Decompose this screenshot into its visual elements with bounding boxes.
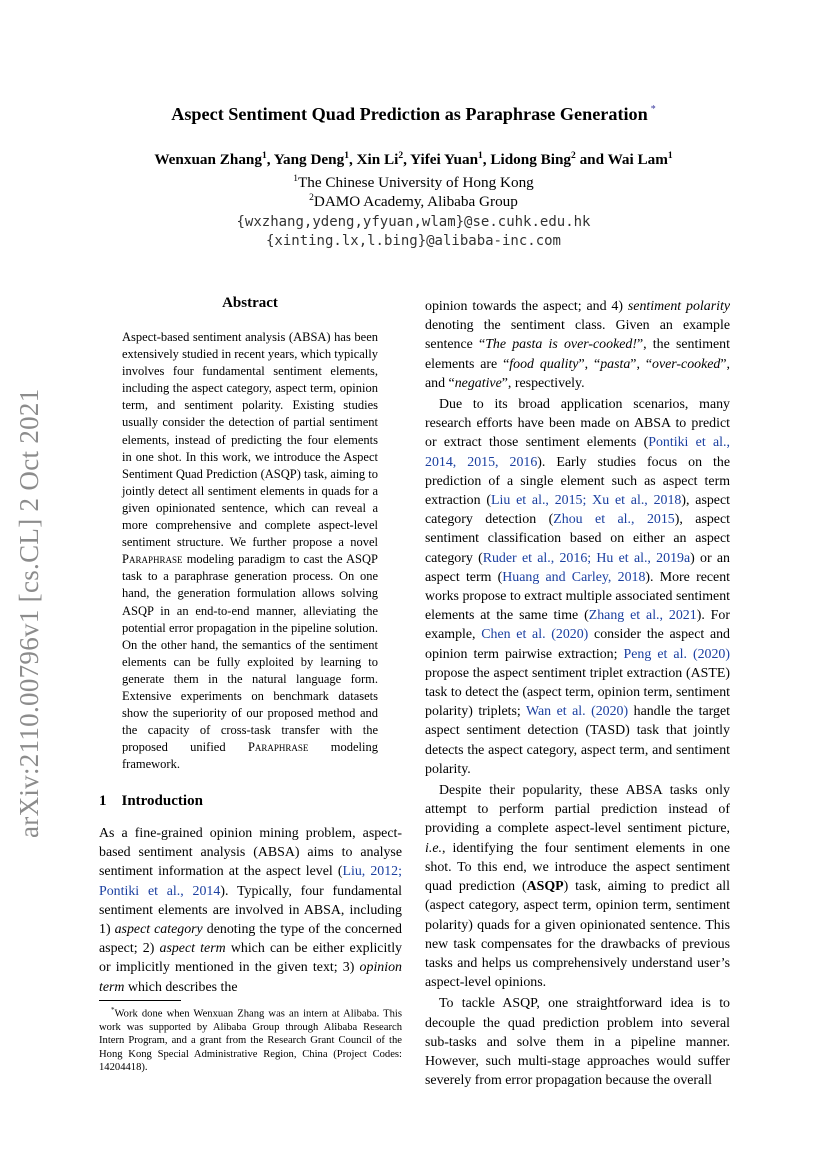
author-name: Wenxuan Zhang — [154, 151, 262, 168]
affiliation-2-text: DAMO Academy, Alibaba Group — [313, 193, 518, 210]
emphasis: aspect term — [159, 941, 226, 957]
intro-right-column — [425, 297, 730, 1090]
section-heading — [99, 793, 203, 810]
citation-link[interactable]: Liu, 2012; Pontiki et al., 2014 — [99, 864, 402, 899]
emphasis: food quality — [509, 356, 579, 372]
emphasis: i.e. — [425, 840, 442, 856]
citation-link[interactable]: Chen et al. (2020) — [481, 627, 589, 643]
method-name: Paraphrase — [247, 740, 309, 755]
paper-title — [0, 104, 827, 125]
footnote-rule — [99, 1000, 181, 1001]
abstract-body: Aspect-based sentiment analysis (ABSA) has been extensively studied in recent years, which typically involves four fundamental sentiment elements, including the aspect category, aspect term, opinion term, and sentiment polarity. Existing studies usually consider the detection of partial sentiment elements, instead of predicting the four elements in one shot. In this work, we introduce the Aspect Sentiment Quad Prediction (ASQP) task, aiming to jointly detect all sentiment elements in quads for a given opinionated sentence, which can reveal a more comprehensive and complete aspect-level sentiment structure. We further propose a novel Paraphrase modeling paradigm to cast the ASQP task to a paraphrase generation process. On one hand, the generation formulation allows solving ASQP in an end-to-end manner, alleviating the potential error propagation in the pipeline solution. On the other hand, the semantics of the sentiment elements can be fully exploited by learning to generate them in the natural language form. Extensive experiments on benchmark datasets show the superiority of our proposed method and the capacity of cross-task transfer with the proposed unified Paraphrase modeling framework. — [122, 330, 378, 772]
author-name: Yang Deng — [273, 151, 345, 168]
title-text: Aspect Sentiment Quad Prediction as Paraphrase Generation — [171, 104, 648, 124]
citation-link[interactable]: Zhang et al., 2021 — [588, 608, 697, 624]
affiliation-2 — [0, 193, 827, 211]
author-affiliation-mark: 2 — [571, 151, 576, 161]
title-footnote-mark[interactable]: * — [650, 104, 656, 115]
intro-paragraph: Despite their popularity, these ABSA tasks only attempt to perform partial prediction instead of providing a complete aspect-level sentiment picture, i.e., identifying the four sentiment elements in one shot. To this end, we introduce the aspect sentiment quad prediction (ASQP) task, aiming to predict all (aspect category, aspect term, opinion term, sentiment polarity) quads for a given opinionated sentence. This new task compensates for the drawbacks of previous tasks and helps us comprehensively understand user’s aspect-level opinions. — [425, 783, 731, 991]
author-list: Wenxuan Zhang$^1$, Yang Deng$^1$, Xin Li$^2$, Yifei Yuan$^1$, Lidong Bing$^2$ and Wai Lam$^1$ — [154, 151, 673, 168]
emphasis: sentiment polarity — [627, 299, 730, 314]
author-affiliation-mark: 1 — [478, 151, 483, 161]
intro-paragraph: opinion towards the aspect; and 4) sentiment polarity denoting the sentiment class. Given an example sentence “The pasta is over-cooked!”, the sentiment elements are “food quality”, “pasta”, “over-cooked”, and “negative”, respectively. — [425, 299, 731, 391]
abstract-heading: Abstract — [222, 295, 278, 311]
emphasis: over-cooked — [652, 356, 721, 372]
author-affiliation-mark: 1 — [667, 151, 673, 161]
emphasis: aspect category — [114, 922, 203, 938]
author-name: Xin Li — [356, 151, 399, 168]
intro-paragraph: As a fine-grained opinion mining problem, aspect-based sentiment analysis (ABSA) aims to analyse sentiment information at the aspect level (Liu, 2012; Pontiki et al., 2014). Typically, four fundamental sentiment elements are involved in ABSA, including 1) aspect category denoting the type of the concerned aspect; 2) aspect term which can be either explicitly or implicitly mentioned in the given text; 3) opinion term which describes the — [99, 826, 403, 995]
affiliation-2-mark: 2 — [309, 193, 314, 203]
footnote-mark: * — [111, 1006, 115, 1014]
email-line-2: {xinting.lx,l.bing}@alibaba-inc.com — [265, 233, 561, 249]
author-affiliation-mark: 2 — [398, 151, 404, 161]
emphasis: The pasta is over-cooked! — [485, 337, 637, 353]
citation-link[interactable]: Liu et al., 2015; Xu et al., 2018 — [490, 493, 682, 509]
author-affiliation-mark: 1 — [344, 151, 349, 161]
affiliation-1-text: The Chinese University of Hong Kong — [297, 174, 534, 191]
author-name: Wai Lam — [607, 151, 668, 168]
section-title: Introduction — [121, 793, 203, 809]
email-line-1: {wxzhang,ydeng,yfyuan,wlam}@se.cuhk.edu.hk — [236, 214, 591, 230]
emphasis: pasta — [600, 356, 631, 372]
method-name: Paraphrase — [122, 552, 183, 567]
citation-link[interactable]: Zhou et al., 2015 — [553, 512, 675, 528]
task-name: ASQP — [526, 879, 564, 895]
citation-link[interactable]: Huang and Carley, 2018 — [502, 569, 646, 585]
citation-link[interactable]: Ruder et al., 2016; Hu et al., 2019a — [482, 550, 691, 566]
citation-link[interactable]: Wan et al. (2020) — [526, 704, 629, 720]
citation-link[interactable]: Peng et al. (2020) — [623, 646, 730, 662]
intro-paragraph: Due to its broad application scenarios, many research efforts have been made on ABSA to predict or extract those sentiment elements (Pontiki et al., 2014, 2015, 2016). Early studies focus on the prediction of a single element such as aspect term extraction (Liu et al., 2015; Xu et al., 2018), aspect category detection (Zhou et al., 2015), aspect sentiment classification based on either an aspect category (Ruder et al., 2016; Hu et al., 2019a) or an aspect term (Huang and Carley, 2018). More recent works propose to extract multiple associated sentiment elements at the same time (Zhang et al., 2021). For example, Chen et al. (2020) consider the aspect and opinion term pairwise extraction; Peng et al. (2020) propose the aspect sentiment triplet extraction (ASTE) task to detect the (aspect term, opinion term, sentiment polarity) triplets; Wan et al. (2020) handle the target aspect sentiment detection (TASD) task that jointly detects the aspect category, aspect term, and sentiment polarity. — [425, 397, 731, 777]
intro-paragraph: To tackle ASQP, one straightforward idea is to decouple the quad prediction problem into several sub-tasks and solve them in a pipeline manner. However, such multi-stage approaches would suffer severely from error propagation because the overall — [425, 996, 730, 1089]
citation-link[interactable]: Pontiki et al., 2014, 2015, 2016 — [425, 435, 730, 470]
footnote-text: Work done when Wenxuan Zhang was an intern at Alibaba. This work was supported by Alibaba Group through Alibaba Research Intern Program, and a grant from the Research Grant Council of the Hong Kong Special Administrative Region, China (Project Codes: 14204418). — [99, 1008, 402, 1074]
affiliation-1-mark: 1 — [293, 174, 298, 184]
affiliation-1 — [0, 174, 827, 192]
emphasis: opinion term — [99, 960, 402, 995]
author-affiliation-mark: 1 — [261, 151, 267, 161]
author-name: Yifei Yuan — [410, 151, 479, 168]
intro-left-column — [99, 824, 402, 997]
arxiv-identifier: arXiv:2110.00796v1 [cs.CL] 2 Oct 2021 — [14, 388, 44, 838]
footnote — [99, 1004, 402, 1075]
emphasis: negative — [454, 375, 502, 391]
section-number: 1 — [99, 793, 107, 809]
author-name: Lidong Bing — [490, 151, 572, 168]
